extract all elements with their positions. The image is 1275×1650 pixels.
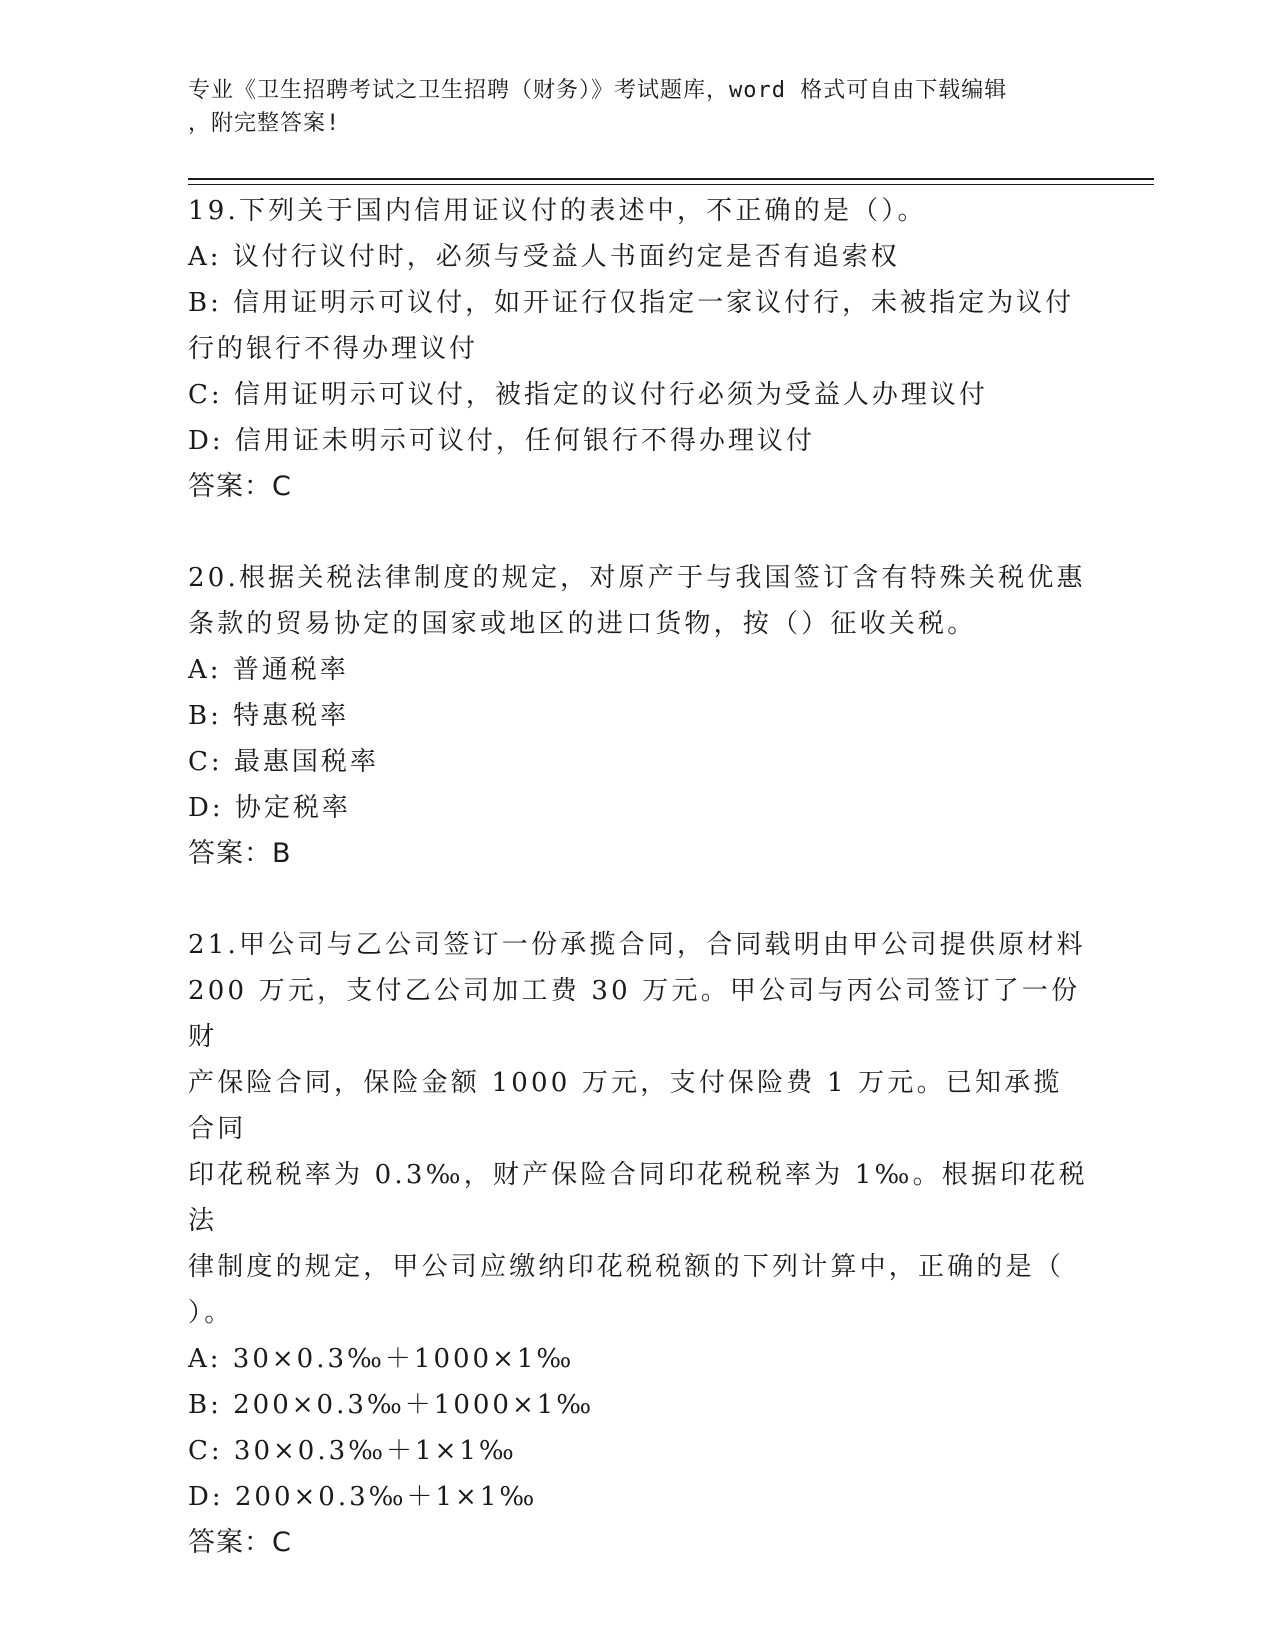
option-line: 行的银行不得办理议付 <box>188 334 479 364</box>
option-c <box>188 372 1088 418</box>
option-line: B: 200×0.3‰＋1000×1‰ <box>188 1390 595 1420</box>
stem-line: 印花税税率为 0.3‰，财产保险合同印花税税率为 1‰。根据印花税法 <box>188 1160 1088 1236</box>
stem-line: 产保险合同，保险金额 1000 万元，支付保险费 1 万元。已知承揽合同 <box>188 1068 1063 1144</box>
option-b <box>188 280 1088 372</box>
question-stem <box>188 922 1088 1336</box>
option-d <box>188 418 1088 464</box>
option-line: A: 议付行议付时，必须与受益人书面约定是否有追索权 <box>188 242 900 272</box>
option-a <box>188 1336 1088 1382</box>
header-line-1: 专业《卫生招聘考试之卫生招聘（财务）》考试题库，word 格式可自由下载编辑 <box>188 78 1008 103</box>
stem-line: ）。 <box>188 1298 234 1328</box>
stem-line: 19.下列关于国内信用证议付的表述中，不正确的是（）。 <box>188 196 927 226</box>
option-line: C: 30×0.3‰＋1×1‰ <box>188 1436 517 1466</box>
option-b <box>188 1382 1088 1428</box>
question-stem <box>188 555 1088 647</box>
option-line: D: 协定税率 <box>188 793 351 823</box>
page-header <box>188 74 1068 140</box>
answer-label: 答案：B <box>188 838 292 869</box>
question-19 <box>188 188 1088 510</box>
option-c <box>188 1428 1088 1474</box>
option-line: A: 30×0.3‰＋1000×1‰ <box>188 1344 575 1374</box>
header-rule-thin <box>188 184 1154 185</box>
question-21 <box>188 922 1088 1566</box>
option-line: B: 信用证明示可议付，如开证行仅指定一家议付行，未被指定为议付 <box>188 288 1075 318</box>
header-rule-thick <box>188 178 1154 180</box>
option-b <box>188 693 1088 739</box>
option-a <box>188 234 1088 280</box>
question-list <box>188 188 1088 1611</box>
option-line: D: 200×0.3‰＋1×1‰ <box>188 1482 538 1512</box>
option-line: B: 特惠税率 <box>188 701 350 731</box>
option-c <box>188 739 1088 785</box>
stem-line: 条款的贸易协定的国家或地区的进口货物，按（）征收关税。 <box>188 609 977 639</box>
option-line: D: 信用证未明示可议付，任何银行不得办理议付 <box>188 426 815 456</box>
answer-label: 答案：C <box>188 471 292 502</box>
option-a <box>188 647 1088 693</box>
header-line-2: ，附完整答案! <box>188 111 341 136</box>
option-line: C: 信用证明示可议付，被指定的议付行必须为受益人办理议付 <box>188 380 988 410</box>
option-line: A: 普通税率 <box>188 655 349 685</box>
question-stem <box>188 188 1088 234</box>
stem-line: 20.根据关税法律制度的规定，对原产于与我国签订含有特殊关税优惠 <box>188 563 1086 593</box>
option-d <box>188 785 1088 831</box>
stem-line: 200 万元，支付乙公司加工费 30 万元。甲公司与丙公司签订了一份财 <box>188 976 1081 1052</box>
option-line: C: 最惠国税率 <box>188 747 379 777</box>
stem-line: 律制度的规定，甲公司应缴纳印花税税额的下列计算中，正确的是（ <box>188 1252 1065 1282</box>
stem-line: 21.甲公司与乙公司签订一份承揽合同，合同载明由甲公司提供原材料 <box>188 930 1086 960</box>
answer-label: 答案：C <box>188 1527 292 1558</box>
question-20 <box>188 555 1088 877</box>
option-d <box>188 1474 1088 1520</box>
